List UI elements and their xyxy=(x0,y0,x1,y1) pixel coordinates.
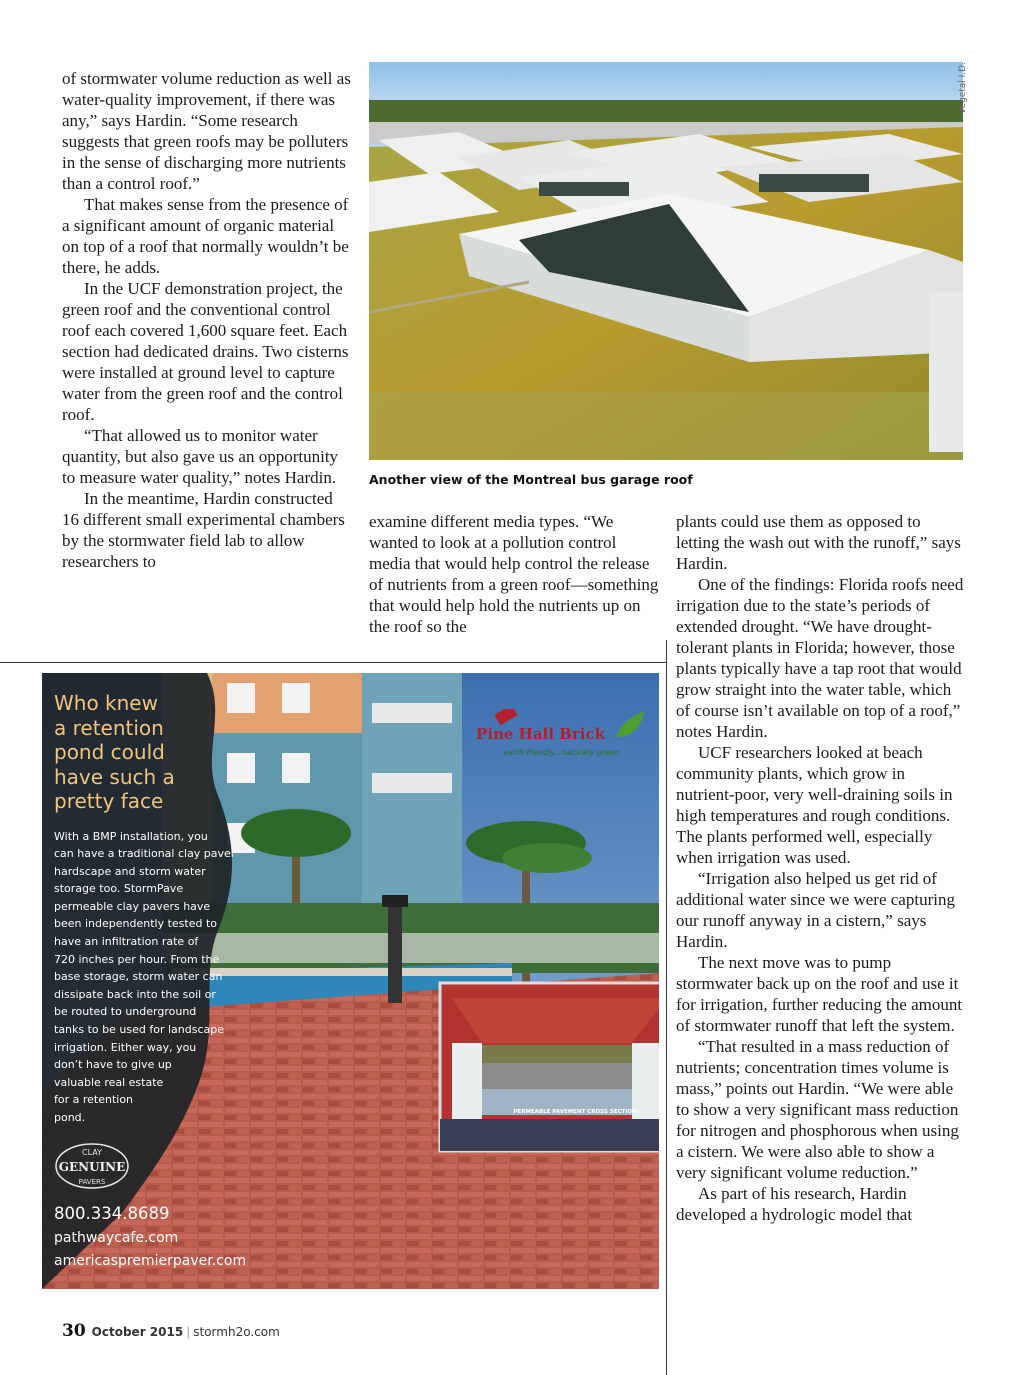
site-url[interactable]: stormh2o.com xyxy=(193,1325,280,1339)
genuine-clay-pavers-badge xyxy=(54,1141,130,1191)
paragraph: That makes sense from the presence of a significant amount of organic material on top of a roof that normally wouldn’t be there, he adds. xyxy=(62,195,349,277)
paragraph: plants could use them as opposed to letting the wash out with the runoff,” says Hardin. xyxy=(676,512,961,573)
page-footer xyxy=(62,1321,280,1341)
paragraph: UCF researchers looked at beach community plants, which grow in nutrient-poor, very well-draining soils in high temperatures and rough conditions. The plants performed well, especially when irrigation was used. xyxy=(676,743,953,867)
paragraph: The next move was to pump stormwater back up on the roof and use it for irrigation, further reducing the amount of stormwater runoff that left the system. xyxy=(676,953,963,1035)
badge-mid-text: GENUINE xyxy=(58,1160,126,1174)
article-column-1 xyxy=(62,68,352,572)
paragraph: of stormwater volume reduction as well as water-quality improvement, if there was any,” says Hardin. “Some research suggests that green roofs may be polluters in the sense of discharging more nutrients than a control roof.” xyxy=(62,69,351,193)
ad-body-text: With a BMP installation, you can have a traditional clay paver hardscape and storm water storage too. StormPave permeable clay pavers have been independently tested to have an infiltration rate of 720 inches per hour. From the base storage, storm water can dissipate back into the soil or be routed to underground tanks to be used for landscape irrigation. Either way, you don’t have to give up valuable real estate for a retention pond. xyxy=(54,829,236,1124)
badge-icon xyxy=(54,1141,130,1191)
paragraph: “That resulted in a mass reduction of nutrients; concentration times volume is mass,” points out Hardin. “We were able to show a very significant mass reduction for nitrogen and phosphorous when using a cistern. We were also able to show a very significant volume reduction.” xyxy=(676,1037,959,1182)
brand-name: Pine Hall Brick xyxy=(476,725,605,743)
ad-headline: Who knew a retention pond could have such a pretty face xyxy=(54,691,175,813)
paragraph: As part of his research, Hardin developed a hydrologic model that xyxy=(676,1184,913,1224)
page-number: 30 xyxy=(62,1321,86,1341)
paragraph: One of the findings: Florida roofs need irrigation due to the state’s periods of extended drought. “We have drought-tolerant plants in Florida; however, those plants typically have a tap root that would grow straight into the water table, which of course isn’t available on top of a roof,” notes Hardin. xyxy=(676,575,964,741)
paragraph: “That allowed us to monitor water quantity, but also gave us an opportunity to measure water quality,” notes Hardin. xyxy=(62,426,339,487)
cross-section-label: PERMEABLE PAVEMENT CROSS SECTION xyxy=(513,1109,637,1115)
badge-bottom-text: PAVERS xyxy=(78,1178,106,1186)
green-roof-image xyxy=(369,62,963,460)
roof-photo xyxy=(369,62,963,460)
pine-hall-brick-logo xyxy=(466,709,646,783)
paragraph: “Irrigation also helped us get rid of additional water since we were capturing our runoff anyway in a cistern,” says Hardin. xyxy=(676,869,955,951)
ad-contact xyxy=(54,1201,314,1273)
ad-border-right xyxy=(666,640,667,1375)
badge-top-text: CLAY xyxy=(82,1148,102,1157)
issue-date: October 2015 xyxy=(91,1325,184,1339)
paragraph: In the UCF demonstration project, the green roof and the conventional control roof each covered 1,600 square feet. Each section had dedicated drains. Two cisterns were installed at ground level to capture water from the green roof and the control roof. xyxy=(62,279,349,424)
footer-separator: | xyxy=(186,1325,191,1339)
ad-url-americaspremierpaver[interactable]: americaspremierpaver.com xyxy=(54,1253,247,1269)
article-column-2 xyxy=(369,511,659,637)
ad-phone[interactable]: 800.334.8689 xyxy=(54,1204,170,1223)
brand-tagline: earth friendly...naturally green xyxy=(504,748,619,757)
article-column-3 xyxy=(676,511,966,1225)
photo-credit: Vegetal I.D. xyxy=(958,62,968,114)
paragraph: In the meantime, Hardin constructed 16 different small experimental chambers by the stormwater field lab to allow researchers to xyxy=(62,489,345,571)
ad-url-pathwaycafe[interactable]: pathwaycafe.com xyxy=(54,1230,179,1246)
paragraph: examine different media types. “We wanted to look at a pollution control media that would help control the release of nutrients from a green roof—something that would help hold the nutrients up on the roof so the xyxy=(369,512,659,636)
advertisement[interactable] xyxy=(42,673,659,1289)
ad-border-top xyxy=(0,662,666,663)
photo-caption: Another view of the Montreal bus garage roof xyxy=(369,472,693,487)
ad-copy xyxy=(54,691,254,1127)
brick-leaf-icon xyxy=(466,709,646,783)
